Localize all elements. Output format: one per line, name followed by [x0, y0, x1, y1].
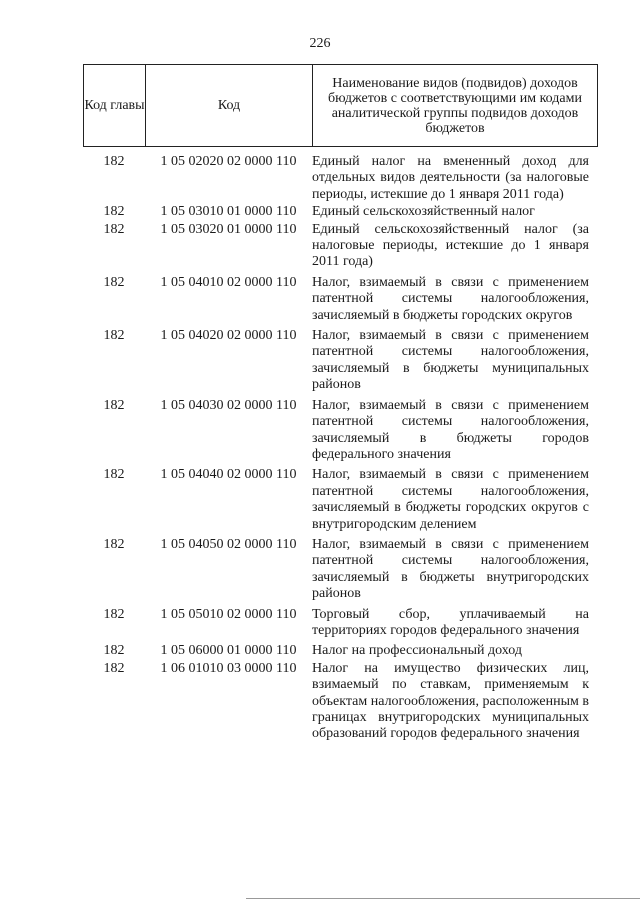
row-chapter-code: 182 [103, 328, 125, 344]
row-chapter-code: 182 [103, 221, 125, 237]
row-code: 1 05 02020 02 0000 110 [160, 154, 297, 169]
header-code: Код [146, 65, 313, 146]
table-row [0, 398, 640, 465]
row-chapter-code: 182 [103, 274, 125, 290]
row-chapter-code: 182 [103, 204, 125, 220]
page-number: 226 [309, 36, 331, 51]
header-chapter-code: Код главы [84, 65, 146, 146]
row-name: Налог, взимаемый в связи с применением патентной системы налогообложения, зачисляемый в бюджеты внутригородских районов [312, 536, 589, 602]
row-chapter-code: 182 [103, 606, 125, 622]
row-chapter-code: 182 [103, 467, 125, 483]
row-code: 1 05 04050 02 0000 110 [160, 536, 297, 552]
table-row [0, 607, 640, 641]
row-code: 1 05 05010 02 0000 110 [160, 606, 297, 622]
table-row [0, 467, 640, 534]
row-code: 1 05 04040 02 0000 110 [160, 467, 297, 483]
row-chapter-code: 182 [103, 154, 125, 169]
row-name: Налог, взимаемый в связи с применением патентной системы налогообложения, зачисляемый в бюджеты городов федерального значения [312, 397, 589, 462]
row-chapter-code: 182 [103, 660, 125, 676]
row-name: Налог, взимаемый в связи с применением патентной системы налогообложения, зачисляемый в бюджеты городских округов [312, 274, 589, 323]
row-name: Налог на профессиональный доход [312, 643, 522, 659]
row-name: Единый сельскохозяйственный налог (за налоговые периоды, истекшие до 1 января 2011 года) [312, 221, 589, 270]
row-code: 1 05 04010 02 0000 110 [160, 274, 297, 290]
table-row [0, 537, 640, 604]
table-row [0, 275, 640, 325]
table-row [0, 328, 640, 395]
header-name: Наименование видов (подвидов) доходов бюджетов с соответствующими им кодами аналитической группы подвидов доходов бюджетов [328, 75, 582, 136]
row-name: Налог, взимаемый в связи с применением патентной системы налогообложения, зачисляемый в бюджеты городских округов с внутригородским делением [312, 467, 589, 532]
row-name: Торговый сбор, уплачиваемый на территориях городов федерального значения [312, 606, 589, 638]
row-name: Налог, взимаемый в связи с применением патентной системы налогообложения, зачисляемый в бюджеты муниципальных районов [312, 328, 589, 393]
row-name: Налог на имущество физических лиц, взимаемый по ставкам, применяемым к объектам налогообложения, расположенным в границах внутригородских муниципальных образований городов федерального значения [312, 660, 589, 742]
row-code: 1 05 06000 01 0000 110 [160, 643, 297, 659]
row-name: Единый налог на вмененный доход для отдельных видов деятельности (за налоговые периоды, истекшие до 1 января 2011 года) [312, 154, 589, 202]
table-row [0, 222, 640, 272]
row-code: 1 06 01010 03 0000 110 [160, 660, 297, 676]
table-header [83, 64, 598, 147]
table-row [0, 661, 640, 744]
row-code: 1 05 03020 01 0000 110 [160, 221, 297, 237]
row-chapter-code: 182 [103, 643, 125, 659]
row-chapter-code: 182 [103, 397, 125, 413]
row-name: Единый сельскохозяйственный налог [312, 204, 535, 220]
row-code: 1 05 03010 01 0000 110 [160, 204, 297, 220]
table-row [0, 154, 640, 204]
row-code: 1 05 04030 02 0000 110 [160, 397, 297, 413]
scan-edge-line [246, 898, 640, 899]
table-body [0, 154, 640, 744]
row-code: 1 05 04020 02 0000 110 [160, 328, 297, 344]
table-row [0, 204, 640, 221]
row-chapter-code: 182 [103, 536, 125, 552]
table-row [0, 643, 640, 660]
